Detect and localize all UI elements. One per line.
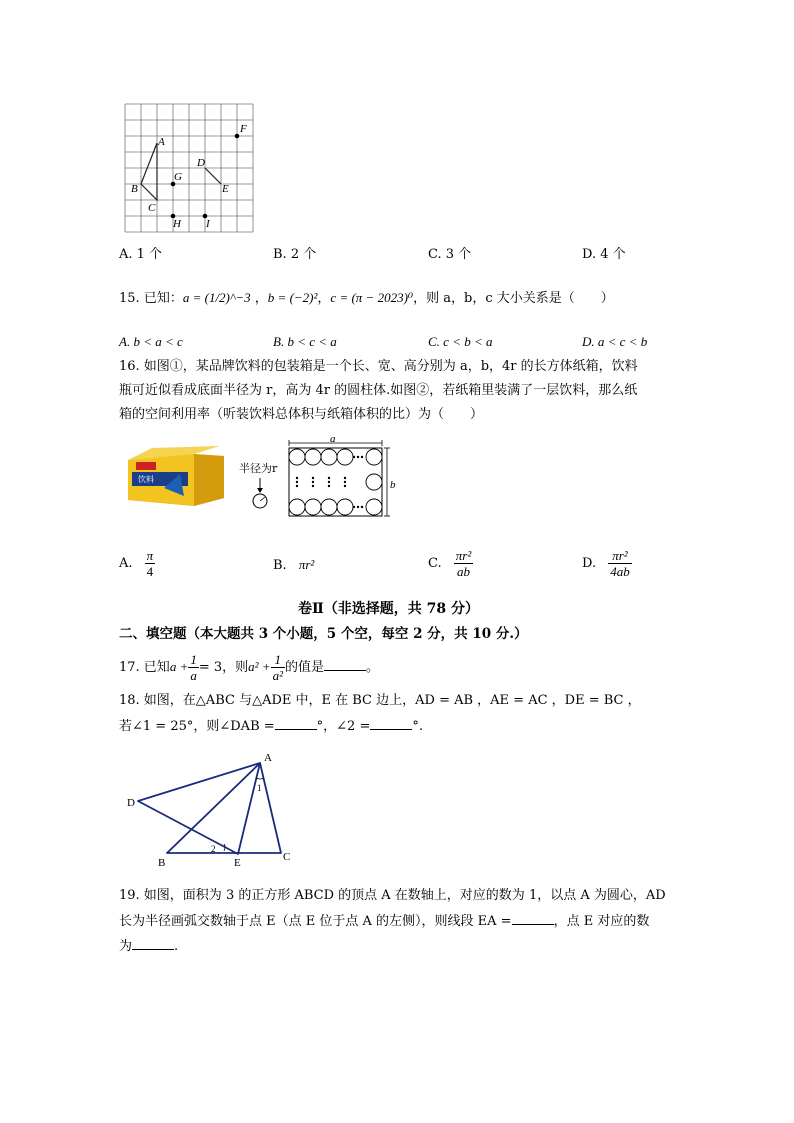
section-heading: 二、填空题（本大题共 3 个小题，5 个空，每空 2 分，共 10 分.） — [119, 626, 528, 642]
q15-stem: 15. 已知：a = (1/2)^−3 ，b = (−2)²，c = (π − 2023)⁰，则 a，b，c 大小关系是（ ） — [119, 290, 614, 306]
q16-line-3: 箱的空间利用率（听装饮料总体积与纸箱体积的比）为（ ） — [119, 407, 484, 422]
q18-blank-2[interactable] — [370, 717, 412, 730]
svg-text:b: b — [390, 479, 396, 491]
q15-option-b[interactable]: B. b < c < a — [273, 334, 337, 349]
svg-text:C: C — [148, 202, 156, 214]
q16-option-d[interactable]: D. $\frac{\text{πr²}}{4ab}$ — [582, 548, 630, 579]
q19-blank-1[interactable] — [512, 912, 554, 925]
q18-blank-1[interactable] — [275, 717, 317, 730]
q16-option-a[interactable]: A. $\frac{\pi}{4}$ — [119, 548, 154, 579]
q15-option-a[interactable]: A. b < a < c — [119, 334, 183, 349]
q17-stem: 17. 已知a + $\frac{1}{a}$ = 3，则a² + $\frac{1}{\text{a²}}$ 的值是 。 — [119, 652, 379, 683]
svg-text:C: C — [283, 851, 291, 863]
svg-text:I: I — [206, 218, 210, 230]
svg-text:H: H — [173, 218, 181, 230]
q14-option-b[interactable]: B. 2 个 — [273, 247, 317, 262]
q14-option-a[interactable]: A. 1 个 — [119, 247, 163, 262]
svg-text:D: D — [197, 157, 205, 169]
svg-text:E: E — [222, 183, 229, 195]
q17-answer-blank[interactable] — [324, 658, 366, 671]
svg-text:D: D — [127, 797, 135, 809]
q19-line-1: 19. 如图，面积为 3 的正方形 ABCD 的顶点 A 在数轴上，对应的数为 1，以点 A 为圆心，AD — [119, 888, 666, 903]
q15-option-c[interactable]: C. c < b < a — [428, 334, 493, 349]
q16-option-b[interactable]: B. πr² — [273, 557, 315, 573]
svg-text:饮料: 饮料 — [138, 475, 154, 484]
can-top-view — [246, 478, 276, 510]
q18-triangle-figure — [120, 748, 300, 868]
q19-line-2: 长为半径画弧交数轴于点 E（点 E 位于点 A 的左侧），则线段 EA = ，点 E 对应的数 — [119, 914, 650, 929]
drink-box-image — [124, 444, 228, 508]
q15-option-d[interactable]: D. a < c < b — [582, 334, 648, 349]
q19-blank-2[interactable] — [132, 937, 174, 950]
svg-text:A: A — [264, 752, 272, 764]
q19-line-3: 为 . — [119, 939, 179, 954]
svg-text:E: E — [234, 857, 241, 868]
q14-grid-figure — [118, 98, 268, 238]
volume-title: 卷Ⅱ（非选择题，共 78 分） — [298, 601, 480, 617]
q18-line-1: 18. 如图，在△ABC 与△ADE 中，E 在 BC 边上，AD = AB ，AE = AC ，DE = BC ， — [119, 693, 641, 708]
svg-text:B: B — [158, 857, 166, 868]
svg-text:1: 1 — [257, 783, 262, 793]
svg-text:a: a — [330, 433, 336, 445]
svg-text:F: F — [240, 123, 247, 135]
q18-line-2: 若∠1 = 25°，则∠DAB = °，∠2 = °. — [119, 719, 423, 734]
q16-option-c[interactable]: C. $\frac{\text{πr²}}{ab}$ — [428, 548, 472, 579]
point-F — [235, 134, 240, 139]
svg-text:B: B — [131, 183, 138, 195]
q16-line-2: 瓶可近似看成底面半径为 r，高为 4r 的圆柱体.如图②，若纸箱里装满了一层饮料，那么纸 — [119, 383, 638, 398]
q14-option-d[interactable]: D. 4 个 — [582, 247, 626, 262]
q14-option-c[interactable]: C. 3 个 — [428, 247, 472, 262]
svg-text:G: G — [174, 171, 182, 183]
radius-label: 半径为r — [239, 462, 278, 475]
svg-text:A: A — [158, 136, 165, 148]
svg-text:2: 2 — [211, 844, 216, 854]
box-top-view — [282, 433, 400, 519]
q16-line-1: 16. 如图①，某品牌饮料的包装箱是一个长、宽、高分别为 a，b，4r 的长方体纸箱，饮料 — [119, 359, 638, 374]
